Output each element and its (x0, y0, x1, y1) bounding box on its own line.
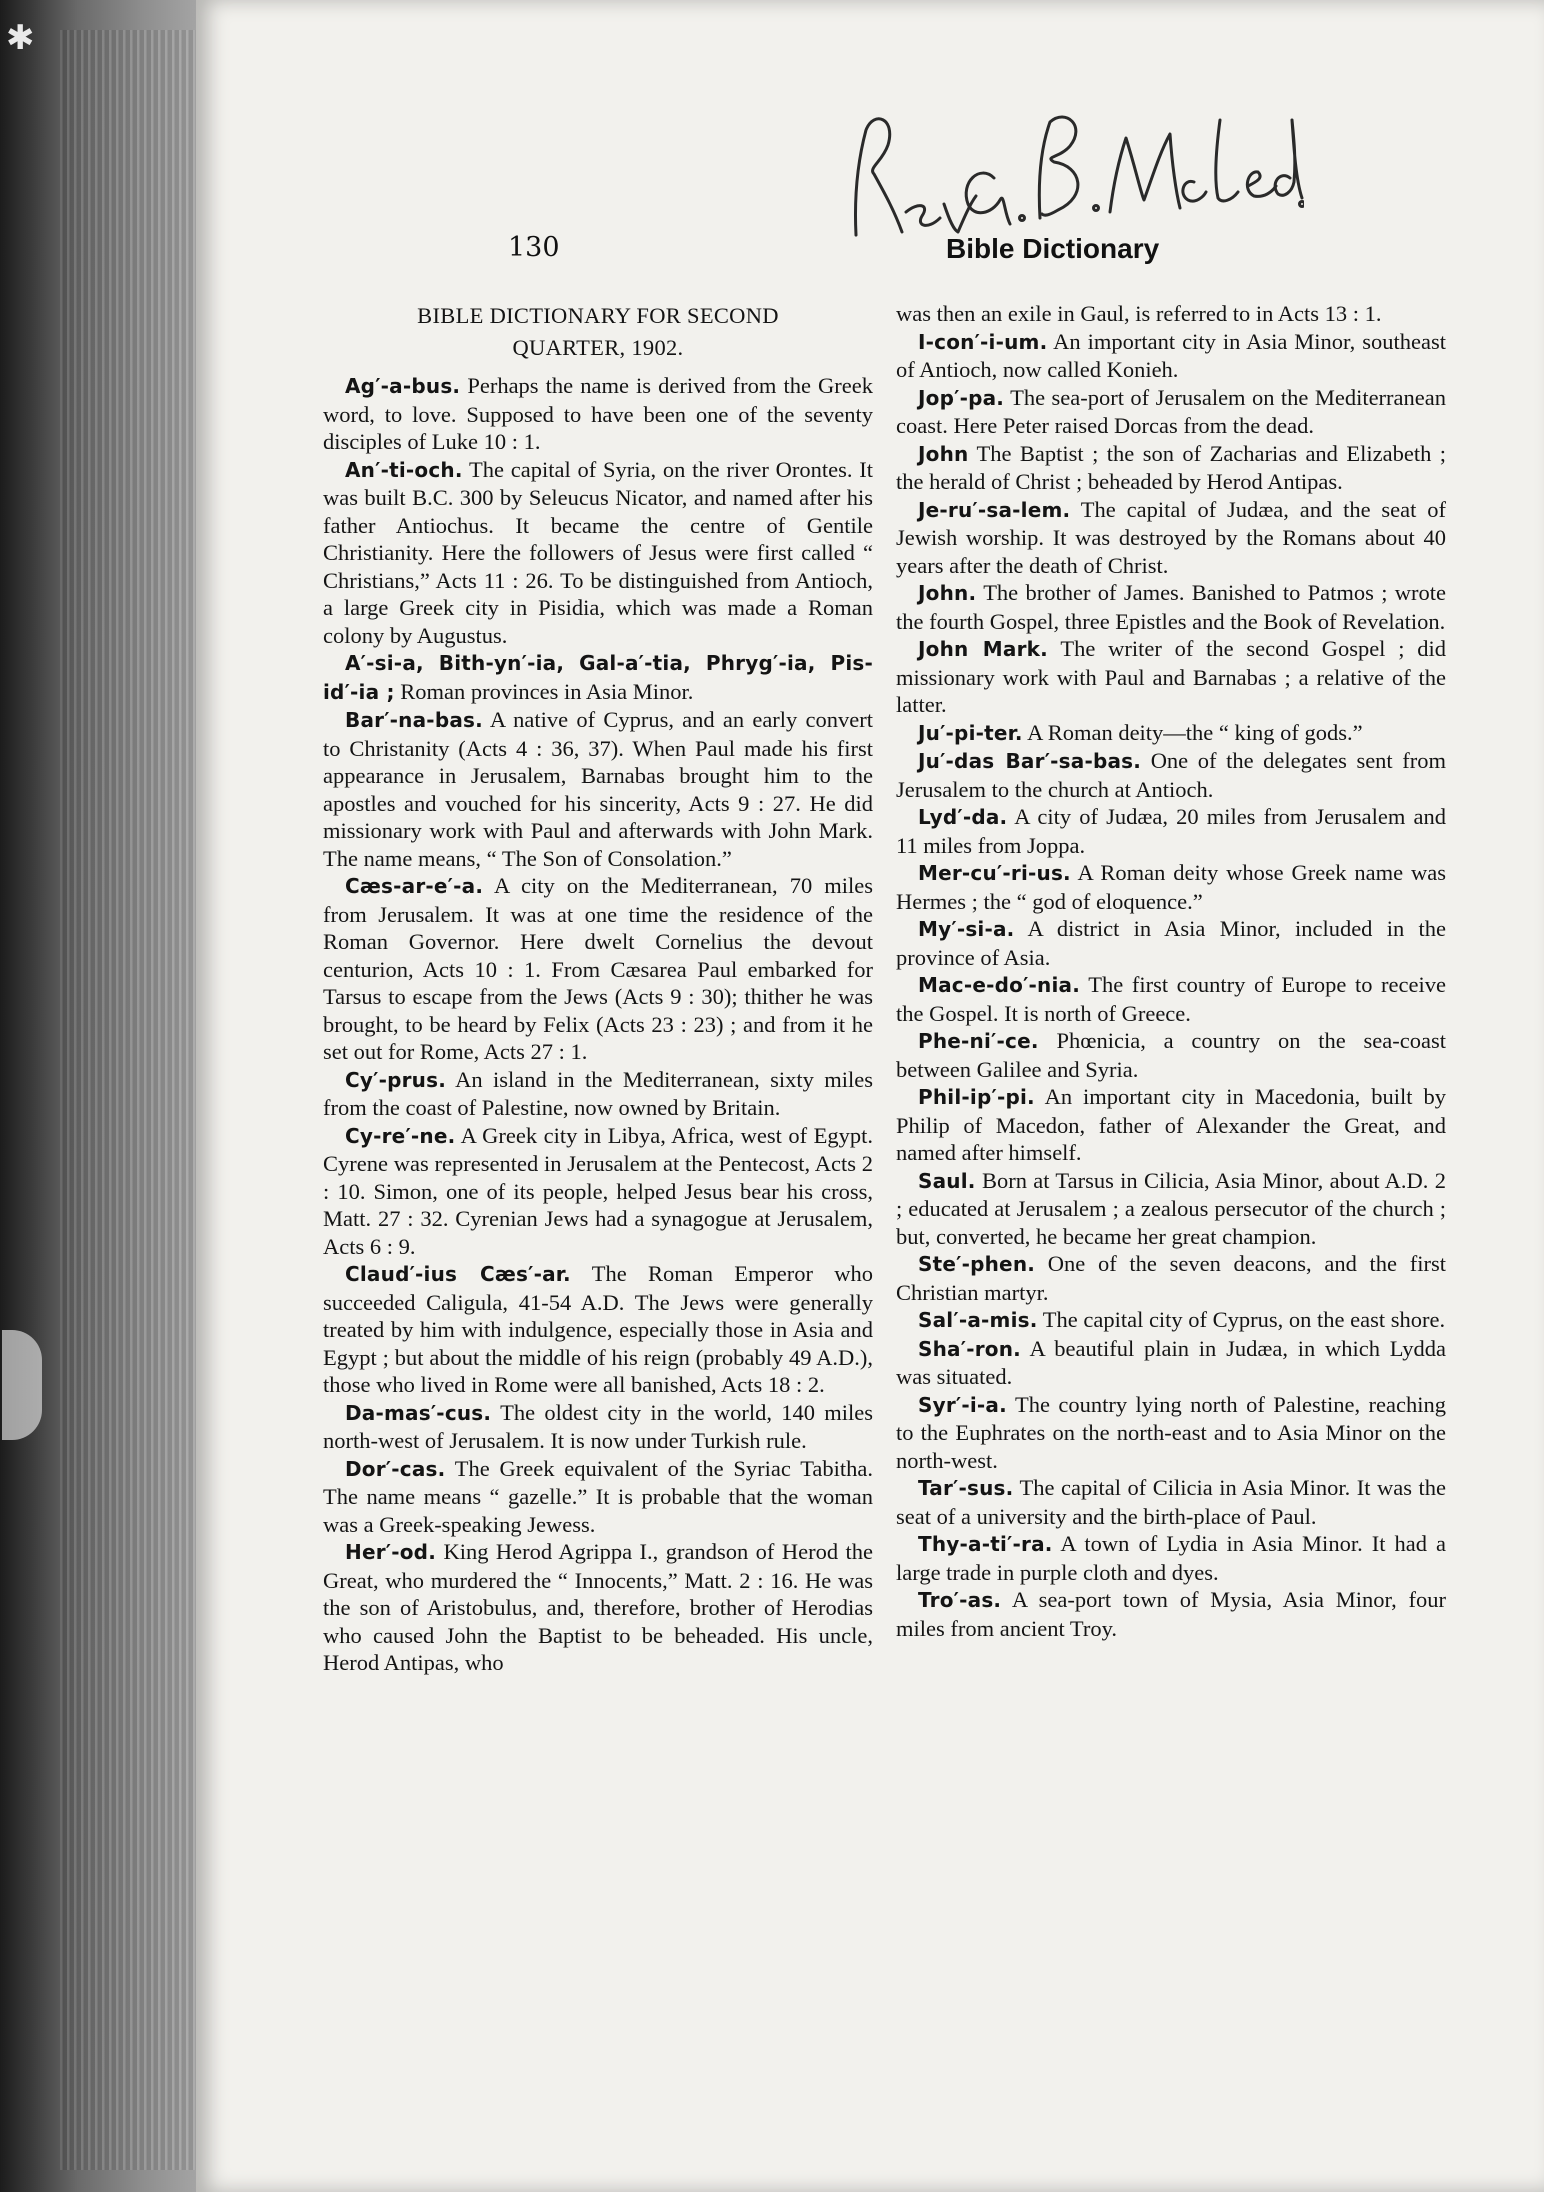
entry-headword: Ju′-pi-ter. (918, 720, 1023, 745)
entry-text: The oldest city in the world, 140 miles north-west of Jerusalem. It is now under Turkish rule. (323, 1399, 873, 1453)
entry-cyprus (323, 1066, 873, 1122)
entry-headword: Saul. (918, 1168, 976, 1193)
entry-text: The country lying north of Palestine, reaching to the Euphrates on the north-east and to Asia Minor on the north-west. (896, 1391, 1446, 1473)
entry-philippi (896, 1083, 1446, 1167)
entry-headword: Ste′-phen. (918, 1252, 1036, 1276)
entry-text: The capital of Syria, on the river Orontes. It was built B.C. 300 by Seleucus Nicator, and named after his father Antiochus. It became the centre of Gentile Christianity. Here the followers of Jesus were first called “ Christians,” Acts 11 : 26. To be distinguished from Antioch, a large Greek city in Pisidia, which was made a Roman colony by Augustus. (323, 456, 873, 648)
entry-headword: Tar′-sus. (918, 1476, 1014, 1500)
entry-troas (896, 1586, 1446, 1642)
entry-mercurius (896, 859, 1446, 915)
entry-thyatira (896, 1530, 1446, 1586)
entry-headword: Mac-e-do′-nia. (918, 973, 1081, 997)
entry-text: A beautiful plain in Judæa, in which Lydda was situated. (896, 1335, 1446, 1389)
entry-joppa (896, 384, 1446, 440)
entry-salamis (896, 1306, 1446, 1335)
entry-text: Phœnicia, a country on the sea-coast between Galilee and Syria. (896, 1028, 1446, 1082)
entry-herod-continuation: was then an exile in Gaul, is referred to in Acts 13 : 1. (896, 301, 1382, 326)
entry-text: The sea-port of Jerusalem on the Mediterranean coast. Here Peter raised Dorcas from the dead. (896, 384, 1447, 438)
entry-cyrene (323, 1122, 873, 1261)
entry-antioch (323, 456, 873, 650)
entry-tarsus (896, 1474, 1446, 1530)
entry-headword: Cæs-ar-e′-a. (345, 874, 484, 898)
entry-jerusalem (896, 496, 1446, 580)
signature-drawing (844, 100, 1304, 250)
entry-text: An important city in Asia Minor, southeast of Antioch, now called Konieh. (896, 328, 1446, 382)
entry-sharon (896, 1335, 1446, 1391)
handwritten-signature (844, 100, 1304, 250)
entry-dorcas (323, 1455, 873, 1539)
entry-john-mark (896, 635, 1446, 719)
entry-text: A town of Lydia in Asia Minor. It had a large trade in purple cloth and dyes. (896, 1531, 1446, 1585)
entry-mysia (896, 915, 1446, 971)
entry-lydda (896, 803, 1446, 859)
entry-headword: Phe-ni′-ce. (918, 1029, 1039, 1053)
entry-john (896, 579, 1446, 635)
entry-text: An island in the Mediterranean, sixty miles from the coast of Palestine, now owned by Britain. (323, 1066, 873, 1120)
entry-headword: Sal′-a-mis. (918, 1308, 1038, 1332)
entry-stephen (896, 1250, 1446, 1306)
entry-text: The first country of Europe to receive the Gospel. It is north of Greece. (896, 972, 1446, 1026)
entry-text: A Roman deity whose Greek name was Hermes ; the “ god of eloquence.” (896, 860, 1446, 914)
entry-damascus (323, 1399, 873, 1455)
entry-text: Born at Tarsus in Cilicia, Asia Minor, about A.D. 2 ; educated at Jerusalem ; a zealous persecutor of the church ; but, converted, he became her great champion. (896, 1167, 1447, 1249)
entry-headword: Bar′-na-bas. (345, 708, 483, 732)
entry-headword: Phil-ip′-pi. (918, 1085, 1035, 1109)
entry-jupiter (896, 719, 1446, 748)
entry-text: King Herod Agrippa I., grandson of Herod the Great, who murdered the “ Innocents,” Matt. 2 : 16. He was the son of Aristobulus, and, therefore, brother of Herodias who caused John the Baptist to be beheaded. His uncle, Herod Antipas, who (323, 1539, 873, 1675)
entry-text: The writer of the second Gospel ; did missionary work with Paul and Barnabas ; a relative of the latter. (896, 636, 1447, 717)
entry-macedonia (896, 971, 1446, 1027)
entry-text: The Greek equivalent of the Syriac Tabitha. The name means “ gazelle.” It is probable that the woman was a Greek-speaking Jewess. (323, 1455, 873, 1537)
left-column (323, 300, 873, 1677)
entry-text: Roman provinces in Asia Minor. (400, 678, 694, 704)
entry-headword: Da-mas′-cus. (345, 1400, 492, 1425)
book-tab-mark (2, 1330, 42, 1440)
section-title-line-2: QUARTER, 1902. (512, 335, 684, 360)
entry-headword: Her′-od. (345, 1540, 436, 1564)
entry-text: A native of Cyprus, and an early convert to Christanity (Acts 4 : 36, 37). When Paul made his first appearance in Jerusalem, Barnabas brought him to the apostles and vouched for his sincerity, Acts 9 : 27. He did missionary work with Paul and afterwards with John Mark. The name means, “ The Son of Consolation.” (323, 707, 873, 871)
right-column (896, 300, 1446, 1642)
entry-headword: John Mark. (918, 637, 1048, 661)
entry-text: The capital city of Cyprus, on the east shore. (1042, 1307, 1446, 1332)
entry-phenice (896, 1027, 1446, 1083)
entry-claudius-caesar (323, 1260, 873, 1399)
entry-headword: I-con′-i-um. (918, 329, 1048, 354)
entry-roman-provinces (323, 649, 873, 706)
entry-text: The Roman Emperor who succeeded Caligula, 41-54 A.D. The Jews were generally treated by him with indulgence, especially those in Asia and Egypt ; but about the middle of his reign (probably 49 A.D.), those who lived in Rome were all banished, Acts 18 : 2. (323, 1261, 874, 1397)
entry-john-the-baptist (896, 440, 1446, 496)
entry-text: A Roman deity—the “ king of gods.” (1027, 719, 1363, 745)
entry-herod (323, 1538, 873, 1677)
entry-saul (896, 1167, 1446, 1251)
page-stack-edges (60, 30, 200, 2170)
entry-headword: Mer-cu′-ri-us. (918, 861, 1071, 885)
entry-text: An important city in Macedonia, built by Philip of Macedon, father of Alexander the Great, and named after himself. (896, 1084, 1446, 1165)
entry-headword: My′-si-a. (918, 917, 1015, 941)
entry-caesarea (323, 872, 873, 1066)
entry-text: The capital of Cilicia in Asia Minor. It was the seat of a university and the birth-place of Paul. (896, 1475, 1447, 1529)
entry-headword: Lyd′-da. (918, 805, 1008, 829)
scanner-corner-mark-icon: ✱ (6, 18, 35, 58)
section-title (323, 300, 873, 364)
entry-text: A city of Judæa, 20 miles from Jerusalem and 11 miles from Joppa. (896, 804, 1446, 858)
entry-text: A Greek city in Libya, Africa, west of Egypt. Cyrene was represented in Jerusalem at the Pentecost, Acts 2 : 10. Simon, one of its people, helped Jesus bear his cross, Matt. 27 : 32. Cyrenian Jews had a synagogue at Jerusalem, Acts 6 : 9. (323, 1122, 873, 1259)
entry-headword: Tro′-as. (918, 1588, 1002, 1612)
entry-headword: Cy′-prus. (345, 1067, 447, 1092)
entry-headword: Je-ru′-sa-lem. (918, 497, 1071, 522)
entry-headword: A′-si-a, Bith-yn′-ia, Gal-a′-tia, Phryg′-ia, Pis-id′-ia ; (323, 651, 873, 704)
entry-text: A sea-port town of Mysia, Asia Minor, four miles from ancient Troy. (896, 1587, 1446, 1641)
entry-text: The capital of Judæa, and the seat of Jewish worship. It was destroyed by the Romans about 40 years after the death of Christ. (896, 496, 1447, 578)
entry-text: One of the seven deacons, and the first Christian martyr. (896, 1251, 1446, 1305)
entry-headword: John. (918, 581, 977, 605)
entry-headword: Ju′-das Bar′-sa-bas. (918, 749, 1142, 773)
entry-text: The Baptist ; the son of Zacharias and Elizabeth ; the herald of Christ ; beheaded by Herod Antipas. (896, 440, 1447, 494)
entry-headword: Claud′-ius Cæs′-ar. (345, 1262, 571, 1286)
entry-headword: Dor′-cas. (345, 1456, 446, 1481)
entry-text: One of the delegates sent from Jerusalem to the church at Antioch. (896, 748, 1447, 802)
entry-iconium (896, 328, 1446, 384)
entry-headword: Thy-a-ti′-ra. (918, 1532, 1053, 1556)
entry-judas-barsabas (896, 747, 1446, 803)
entry-headword: Cy-re′-ne. (345, 1123, 456, 1148)
running-title: Bible Dictionary (946, 233, 1160, 264)
section-title-line-1: BIBLE DICTIONARY FOR SECOND (417, 303, 779, 328)
entry-agabus (323, 372, 873, 456)
entry-text: Perhaps the name is derived from the Greek word, to love. Supposed to have been one of the seventy disciples of Luke 10 : 1. (323, 373, 873, 454)
entry-headword: Ag′-a-bus. (345, 374, 461, 398)
entry-text: A district in Asia Minor, included in the province of Asia. (896, 916, 1446, 970)
entry-text: The brother of James. Banished to Patmos ; wrote the fourth Gospel, three Epistles and the Book of Revelation. (896, 580, 1447, 634)
entry-headword: Syr′-i-a. (918, 1392, 1007, 1417)
entry-syria (896, 1391, 1446, 1475)
entry-barnabas (323, 706, 873, 872)
entry-headword: An′-ti-och. (345, 457, 463, 482)
page-number: 130 (508, 232, 560, 263)
entry-headword: John (918, 441, 969, 466)
entry-headword: Sha′-ron. (918, 1336, 1021, 1361)
entry-text: A city on the Mediterranean, 70 miles from Jerusalem. It was at one time the residence of the Roman Governor. Here dwelt Cornelius the devout centurion, Acts 10 : 1. From Cæsarea Paul embarked for Tarsus to escape from the Jews (Acts 9 : 30); thither he was brought, to be heard by Felix (Acts 23 : 23) ; and from it he set out for Rome, Acts 27 : 1. (323, 873, 873, 1064)
entry-headword: Jop′-pa. (918, 385, 1005, 410)
